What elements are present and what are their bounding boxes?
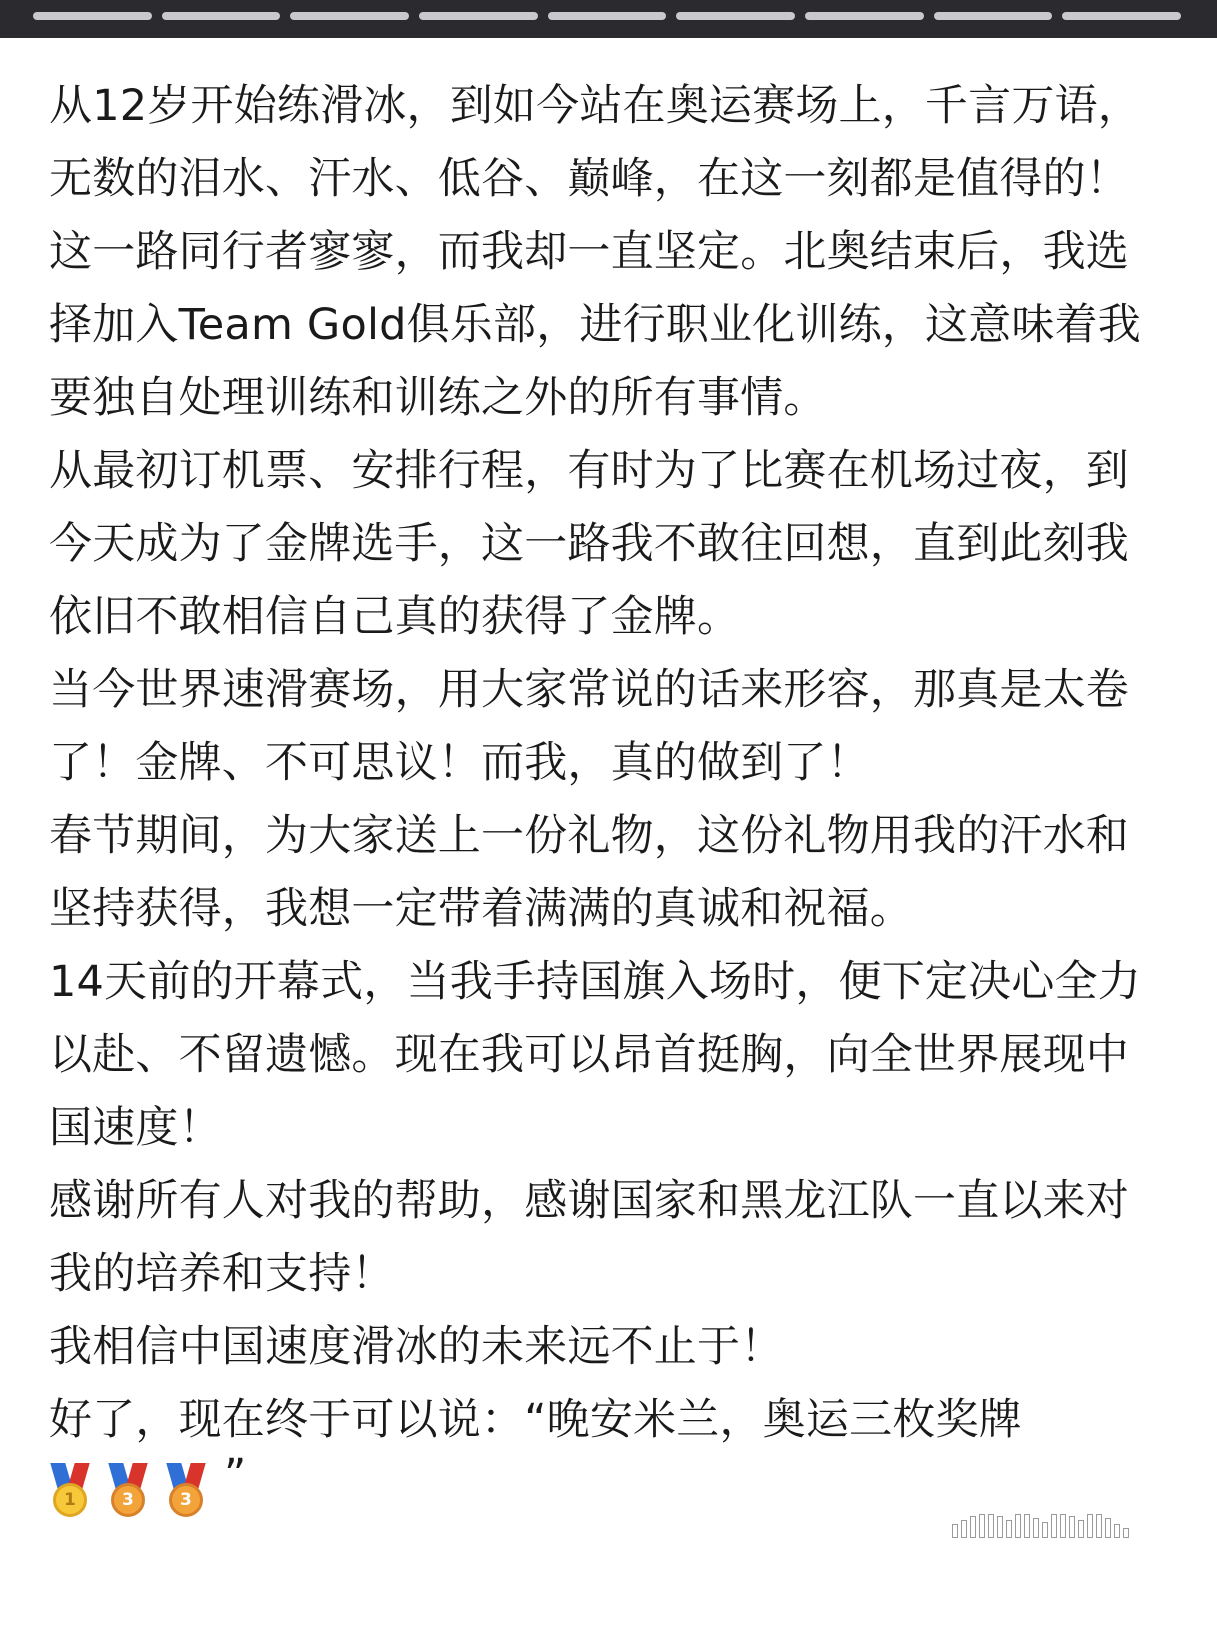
post-paragraph: 我相信中国速度滑冰的未来远不止于！ — [49, 1322, 784, 1372]
story-segment[interactable] — [548, 12, 667, 20]
story-segment[interactable] — [33, 12, 152, 20]
bronze-medal-icon — [107, 1463, 149, 1519]
post-paragraph: 14天前的开幕式，当我手持国旗入场时，便下定决心全力以赴、不留遗憾。现在我可以昂首挺胸，向全世界展现中国速度！ — [49, 957, 1141, 1153]
story-segment[interactable] — [805, 12, 924, 20]
medal-number: 3 — [169, 1483, 203, 1517]
story-segment[interactable] — [1062, 12, 1181, 20]
post-paragraph: 从最初订机票、安排行程，有时为了比赛在机场过夜，到今天成为了金牌选手，这一路我不敢往回想，直到此刻我依旧不敢相信自己真的获得了金牌。 — [49, 446, 1129, 642]
story-segment[interactable] — [419, 12, 538, 20]
gold-medal-icon — [49, 1463, 91, 1519]
story-segments — [33, 12, 1181, 20]
medal-number: 1 — [53, 1483, 87, 1517]
story-segment[interactable] — [934, 12, 1053, 20]
bronze-medal-icon — [165, 1463, 207, 1519]
post-paragraph: 从12岁开始练滑冰，到如今站在奥运赛场上，千言万语，无数的泪水、汗水、低谷、巅峰，在这一刻都是值得的！ — [49, 81, 1141, 204]
story-progress-bar — [0, 0, 1217, 38]
medal-number: 3 — [111, 1483, 145, 1517]
story-segment[interactable] — [290, 12, 409, 20]
post-paragraph: 当今世界速滑赛场，用大家常说的话来形容，那真是太卷了！金牌、不可思议！而我，真的做到了！ — [49, 665, 1129, 788]
post-paragraph: 春节期间，为大家送上一份礼物，这份礼物用我的汗水和坚持获得，我想一定带着满满的真诚和祝福。 — [49, 811, 1129, 934]
story-segment[interactable] — [676, 12, 795, 20]
post-paragraph: 好了，现在终于可以说：“晚安米兰，奥运三枚奖牌 — [49, 1395, 1022, 1445]
post-paragraph: 感谢所有人对我的帮助，感谢国家和黑龙江队一直以来对我的培养和支持！ — [49, 1176, 1129, 1299]
closing-quote: ” — [224, 1450, 247, 1500]
post-text — [49, 70, 1159, 1530]
post-paragraph: 这一路同行者寥寥，而我却一直坚定。北奥结束后，我选择加入Team Gold俱乐部，进行职业化训练，这意味着我要独自处理训练和训练之外的所有事情。 — [49, 227, 1141, 423]
barcode-watermark-icon — [952, 1513, 1142, 1539]
story-segment[interactable] — [162, 12, 281, 20]
